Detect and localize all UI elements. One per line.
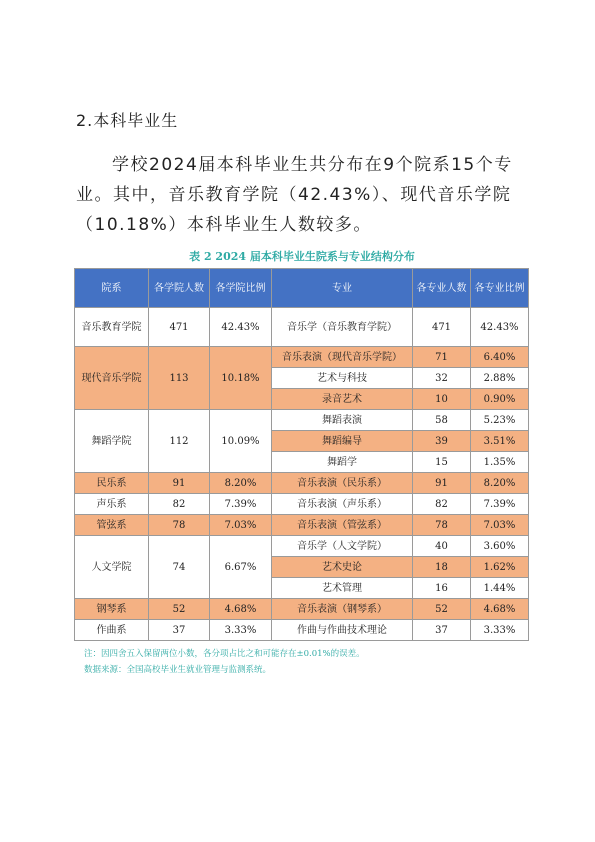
major-name: 音乐表演（钢琴系） (272, 599, 413, 620)
header-major-ratio: 各专业比例 (471, 269, 529, 308)
table-row (75, 473, 529, 494)
data-source-note: 数据来源：全国高校毕业生就业管理与监测系统。 (84, 665, 272, 675)
college-name: 人文学院 (75, 536, 149, 599)
major-count: 18 (413, 557, 471, 578)
table-row (75, 410, 529, 431)
major-count: 78 (413, 515, 471, 536)
major-name: 音乐表演（管弦系） (272, 515, 413, 536)
major-ratio: 2.88% (471, 368, 529, 389)
major-count: 40 (413, 536, 471, 557)
major-ratio: 3.60% (471, 536, 529, 557)
major-ratio: 7.39% (471, 494, 529, 515)
table-row (75, 536, 529, 557)
major-ratio: 3.51% (471, 431, 529, 452)
header-major: 专业 (272, 269, 413, 308)
college-count: 78 (149, 515, 210, 536)
section-heading: 2.本科毕业生 (76, 111, 179, 130)
major-name: 音乐学（人文学院） (272, 536, 413, 557)
major-count: 52 (413, 599, 471, 620)
college-ratio: 7.39% (210, 494, 272, 515)
major-name: 作曲与作曲技术理论 (272, 620, 413, 641)
major-ratio: 42.43% (471, 308, 529, 347)
college-name: 现代音乐学院 (75, 347, 149, 410)
college-name: 钢琴系 (75, 599, 149, 620)
major-count: 16 (413, 578, 471, 599)
college-ratio: 4.68% (210, 599, 272, 620)
major-name: 录音艺术 (272, 389, 413, 410)
major-count: 37 (413, 620, 471, 641)
major-name: 音乐学（音乐教育学院） (272, 308, 413, 347)
major-name: 艺术史论 (272, 557, 413, 578)
major-ratio: 0.90% (471, 389, 529, 410)
college-name: 音乐教育学院 (75, 308, 149, 347)
table-row (75, 515, 529, 536)
table-caption: 表 2 2024 届本科毕业生院系与专业结构分布 (189, 250, 415, 263)
college-name: 声乐系 (75, 494, 149, 515)
college-name: 作曲系 (75, 620, 149, 641)
college-count: 82 (149, 494, 210, 515)
major-ratio: 4.68% (471, 599, 529, 620)
major-count: 10 (413, 389, 471, 410)
major-ratio: 3.33% (471, 620, 529, 641)
major-name: 音乐表演（民乐系） (272, 473, 413, 494)
table-row (75, 494, 529, 515)
table-row (75, 599, 529, 620)
college-name: 管弦系 (75, 515, 149, 536)
college-count: 471 (149, 308, 210, 347)
college-count: 37 (149, 620, 210, 641)
college-ratio: 3.33% (210, 620, 272, 641)
table-header-row (75, 269, 529, 308)
table-row (75, 347, 529, 368)
major-count: 32 (413, 368, 471, 389)
major-name: 舞蹈学 (272, 452, 413, 473)
table-row (75, 308, 529, 347)
major-count: 91 (413, 473, 471, 494)
college-ratio: 6.67% (210, 536, 272, 599)
table-body (75, 308, 529, 641)
header-college-count: 各学院人数 (149, 269, 210, 308)
major-ratio: 7.03% (471, 515, 529, 536)
rounding-note: 注：因四舍五入保留两位小数，各分项占比之和可能存在±0.01%的误差。 (84, 649, 365, 659)
major-name: 音乐表演（声乐系） (272, 494, 413, 515)
header-college: 院系 (75, 269, 149, 308)
table-notes (84, 646, 365, 678)
major-count: 39 (413, 431, 471, 452)
college-count: 74 (149, 536, 210, 599)
college-count: 52 (149, 599, 210, 620)
major-name: 音乐表演（现代音乐学院） (272, 347, 413, 368)
college-count: 91 (149, 473, 210, 494)
major-ratio: 8.20% (471, 473, 529, 494)
major-count: 58 (413, 410, 471, 431)
major-ratio: 1.62% (471, 557, 529, 578)
college-name: 舞蹈学院 (75, 410, 149, 473)
college-ratio: 7.03% (210, 515, 272, 536)
college-ratio: 10.09% (210, 410, 272, 473)
header-college-ratio: 各学院比例 (210, 269, 272, 308)
intro-paragraph: 学校2024届本科毕业生共分布在9个院系15个专业。其中，音乐教育学院（42.43%）、现代音乐学院（10.18%）本科毕业生人数较多。 (76, 155, 513, 235)
college-count: 113 (149, 347, 210, 410)
college-name: 民乐系 (75, 473, 149, 494)
distribution-table (74, 268, 529, 641)
college-ratio: 8.20% (210, 473, 272, 494)
major-ratio: 5.23% (471, 410, 529, 431)
major-count: 471 (413, 308, 471, 347)
table-row (75, 620, 529, 641)
major-name: 艺术与科技 (272, 368, 413, 389)
college-ratio: 10.18% (210, 347, 272, 410)
major-ratio: 1.44% (471, 578, 529, 599)
major-ratio: 6.40% (471, 347, 529, 368)
major-name: 舞蹈表演 (272, 410, 413, 431)
major-name: 艺术管理 (272, 578, 413, 599)
college-ratio: 42.43% (210, 308, 272, 347)
header-major-count: 各专业人数 (413, 269, 471, 308)
major-count: 82 (413, 494, 471, 515)
major-ratio: 1.35% (471, 452, 529, 473)
college-count: 112 (149, 410, 210, 473)
major-name: 舞蹈编导 (272, 431, 413, 452)
major-count: 15 (413, 452, 471, 473)
major-count: 71 (413, 347, 471, 368)
